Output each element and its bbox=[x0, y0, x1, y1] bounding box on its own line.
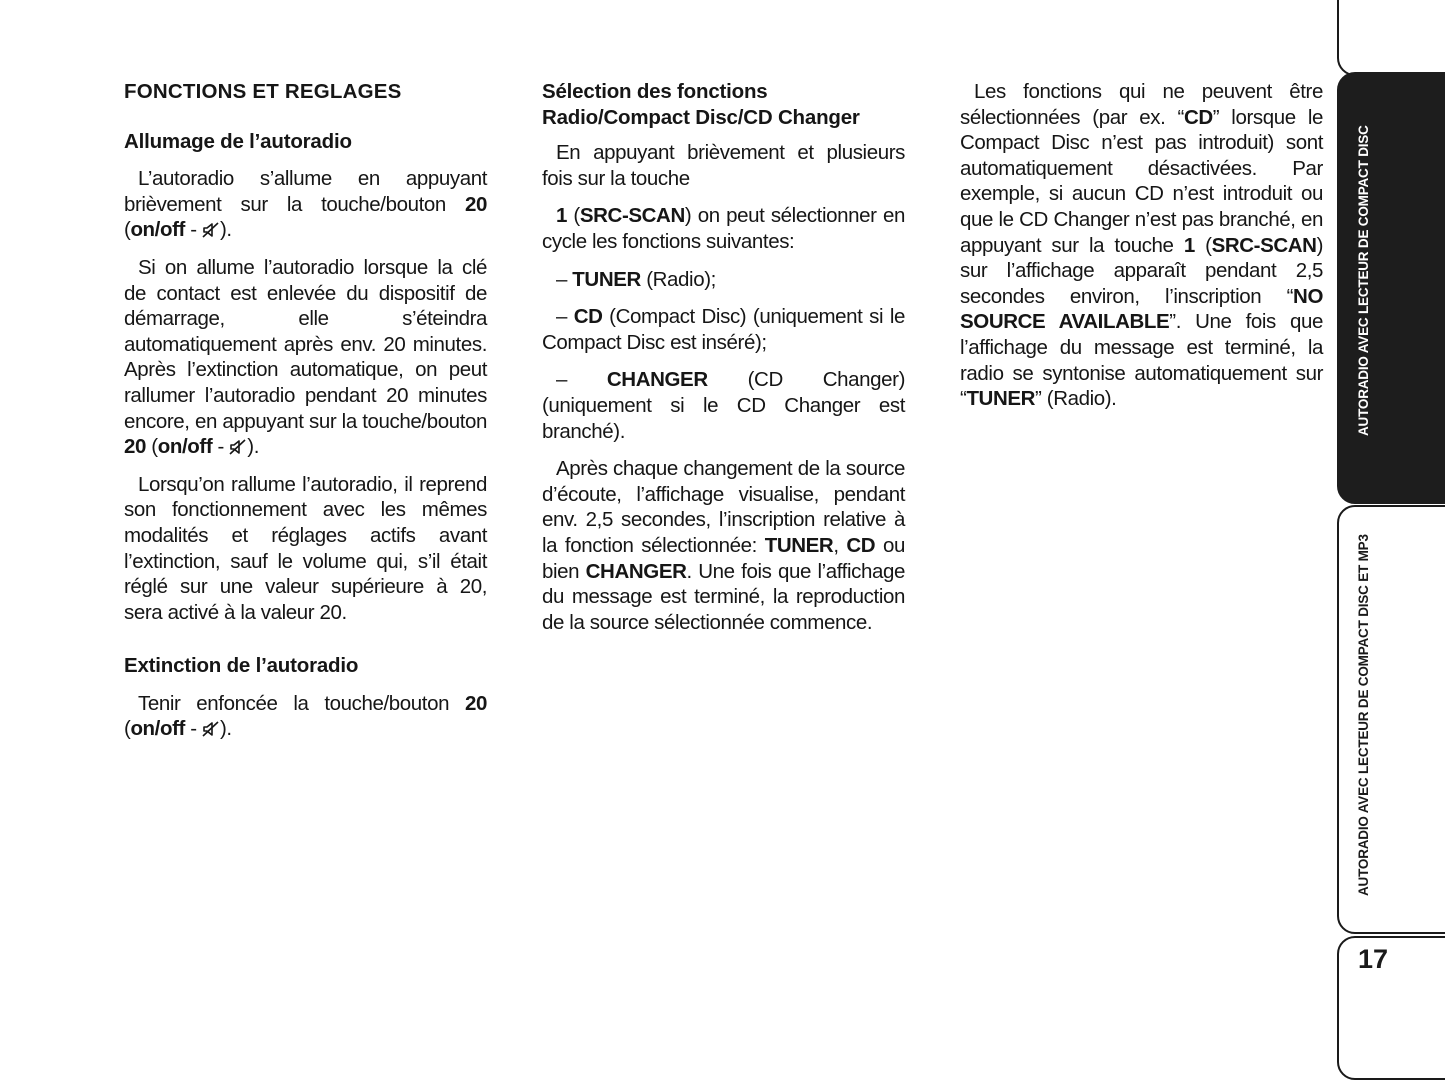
paragraph-power-on: L’autoradio s’allume en appuyant brièvement sur la touche/bouton 20 (on/off - ). bbox=[124, 167, 487, 242]
chapter-tab-mp3 bbox=[1337, 505, 1445, 934]
page-number-tab bbox=[1337, 936, 1445, 1080]
list-item-changer: – CHANGER (CD Changer) (uniquement si le CD Changer est branché). bbox=[542, 368, 906, 443]
active-chapter-label: AUTORADIO AVEC LECTEUR DE COMPACT DISC bbox=[1356, 125, 1371, 436]
paragraph-auto-off: Si on allume l’autoradio lorsque la clé de contact est enlevée du dispositif de démarrage, elle s’éteindra automatiquement après env. 20 minutes. Après l’extinction automatique, on peut rallumer l’autoradio pendant 20 minutes encore, en appuyant sur la touche/bouton 20 (on/off - ). bbox=[124, 255, 487, 459]
heading-power-on: Allumage de l’autoradio bbox=[124, 129, 352, 153]
speaker-mute-icon bbox=[202, 721, 220, 737]
paragraph-resume: Lorsqu’on rallume l’autoradio, il reprend son fonctionnement avec les mêmes modalités et réglages actifs avant l’extinction, sauf le volume qui, s’il était réglé sur une valeur supérieure à 20, sera activé à la valeur 20. bbox=[124, 472, 487, 624]
heading-power-off: Extinction de l’autoradio bbox=[124, 654, 359, 678]
section-title: FONCTIONS ET REGLAGES bbox=[124, 80, 402, 103]
paragraph-src-scan: 1 (SRC-SCAN) on peut sélectionner en cycle les fonctions suivantes: bbox=[542, 204, 905, 253]
chapter-tab-active bbox=[1337, 72, 1445, 504]
paragraph-power-off: Tenir enfoncée la touche/bouton 20 (on/off - ). bbox=[124, 691, 487, 741]
speaker-mute-icon bbox=[229, 439, 247, 455]
list-item-cd: – CD (Compact Disc) (uniquement si le Compact Disc est inséré); bbox=[542, 305, 905, 354]
chapter-tab-previous bbox=[1337, 0, 1445, 76]
column-right bbox=[960, 79, 1323, 424]
page-number: 17 bbox=[1358, 944, 1389, 974]
heading-source-selection: Sélection des fonctions Radio/Compact Disc/CD Changer bbox=[542, 80, 860, 129]
paragraph-press-button: En appuyant brièvement et plusieurs fois sur la touche bbox=[542, 141, 905, 190]
column-middle bbox=[542, 79, 905, 647]
list-item-tuner: – TUNER (Radio); bbox=[556, 267, 716, 291]
speaker-mute-icon bbox=[202, 222, 220, 238]
column-left bbox=[124, 79, 487, 754]
paragraph-source-change: Après chaque changement de la source d’écoute, l’affichage visualise, pendant env. 2,5 secondes, l’inscription relative à la fonction sélectionnée: TUNER, CD ou bien CHANGER. Une fois que l’affichage du message est terminé, la reproduction de la source sélectionnée commence. bbox=[542, 457, 905, 634]
mp3-chapter-label: AUTORADIO AVEC LECTEUR DE COMPACT DISC ET MP3 bbox=[1356, 534, 1371, 896]
paragraph-unavailable-functions: Les fonctions qui ne peuvent être sélectionnées (par ex. “CD” lorsque le Compact Disc n’est pas introduit) sont automatiquement désactivées. Par exemple, si aucun CD n’est introduit ou que le CD Changer n’est pas branché, en appuyant sur la touche 1 (SRC-SCAN) sur l’affichage apparaît pendant 2,5 secondes environ, l’inscription “NO SOURCE AVAILABLE”. Une fois que l’affichage du message est terminé, la radio se syntonise automatiquement sur “TUNER” (Radio). bbox=[960, 80, 1323, 411]
